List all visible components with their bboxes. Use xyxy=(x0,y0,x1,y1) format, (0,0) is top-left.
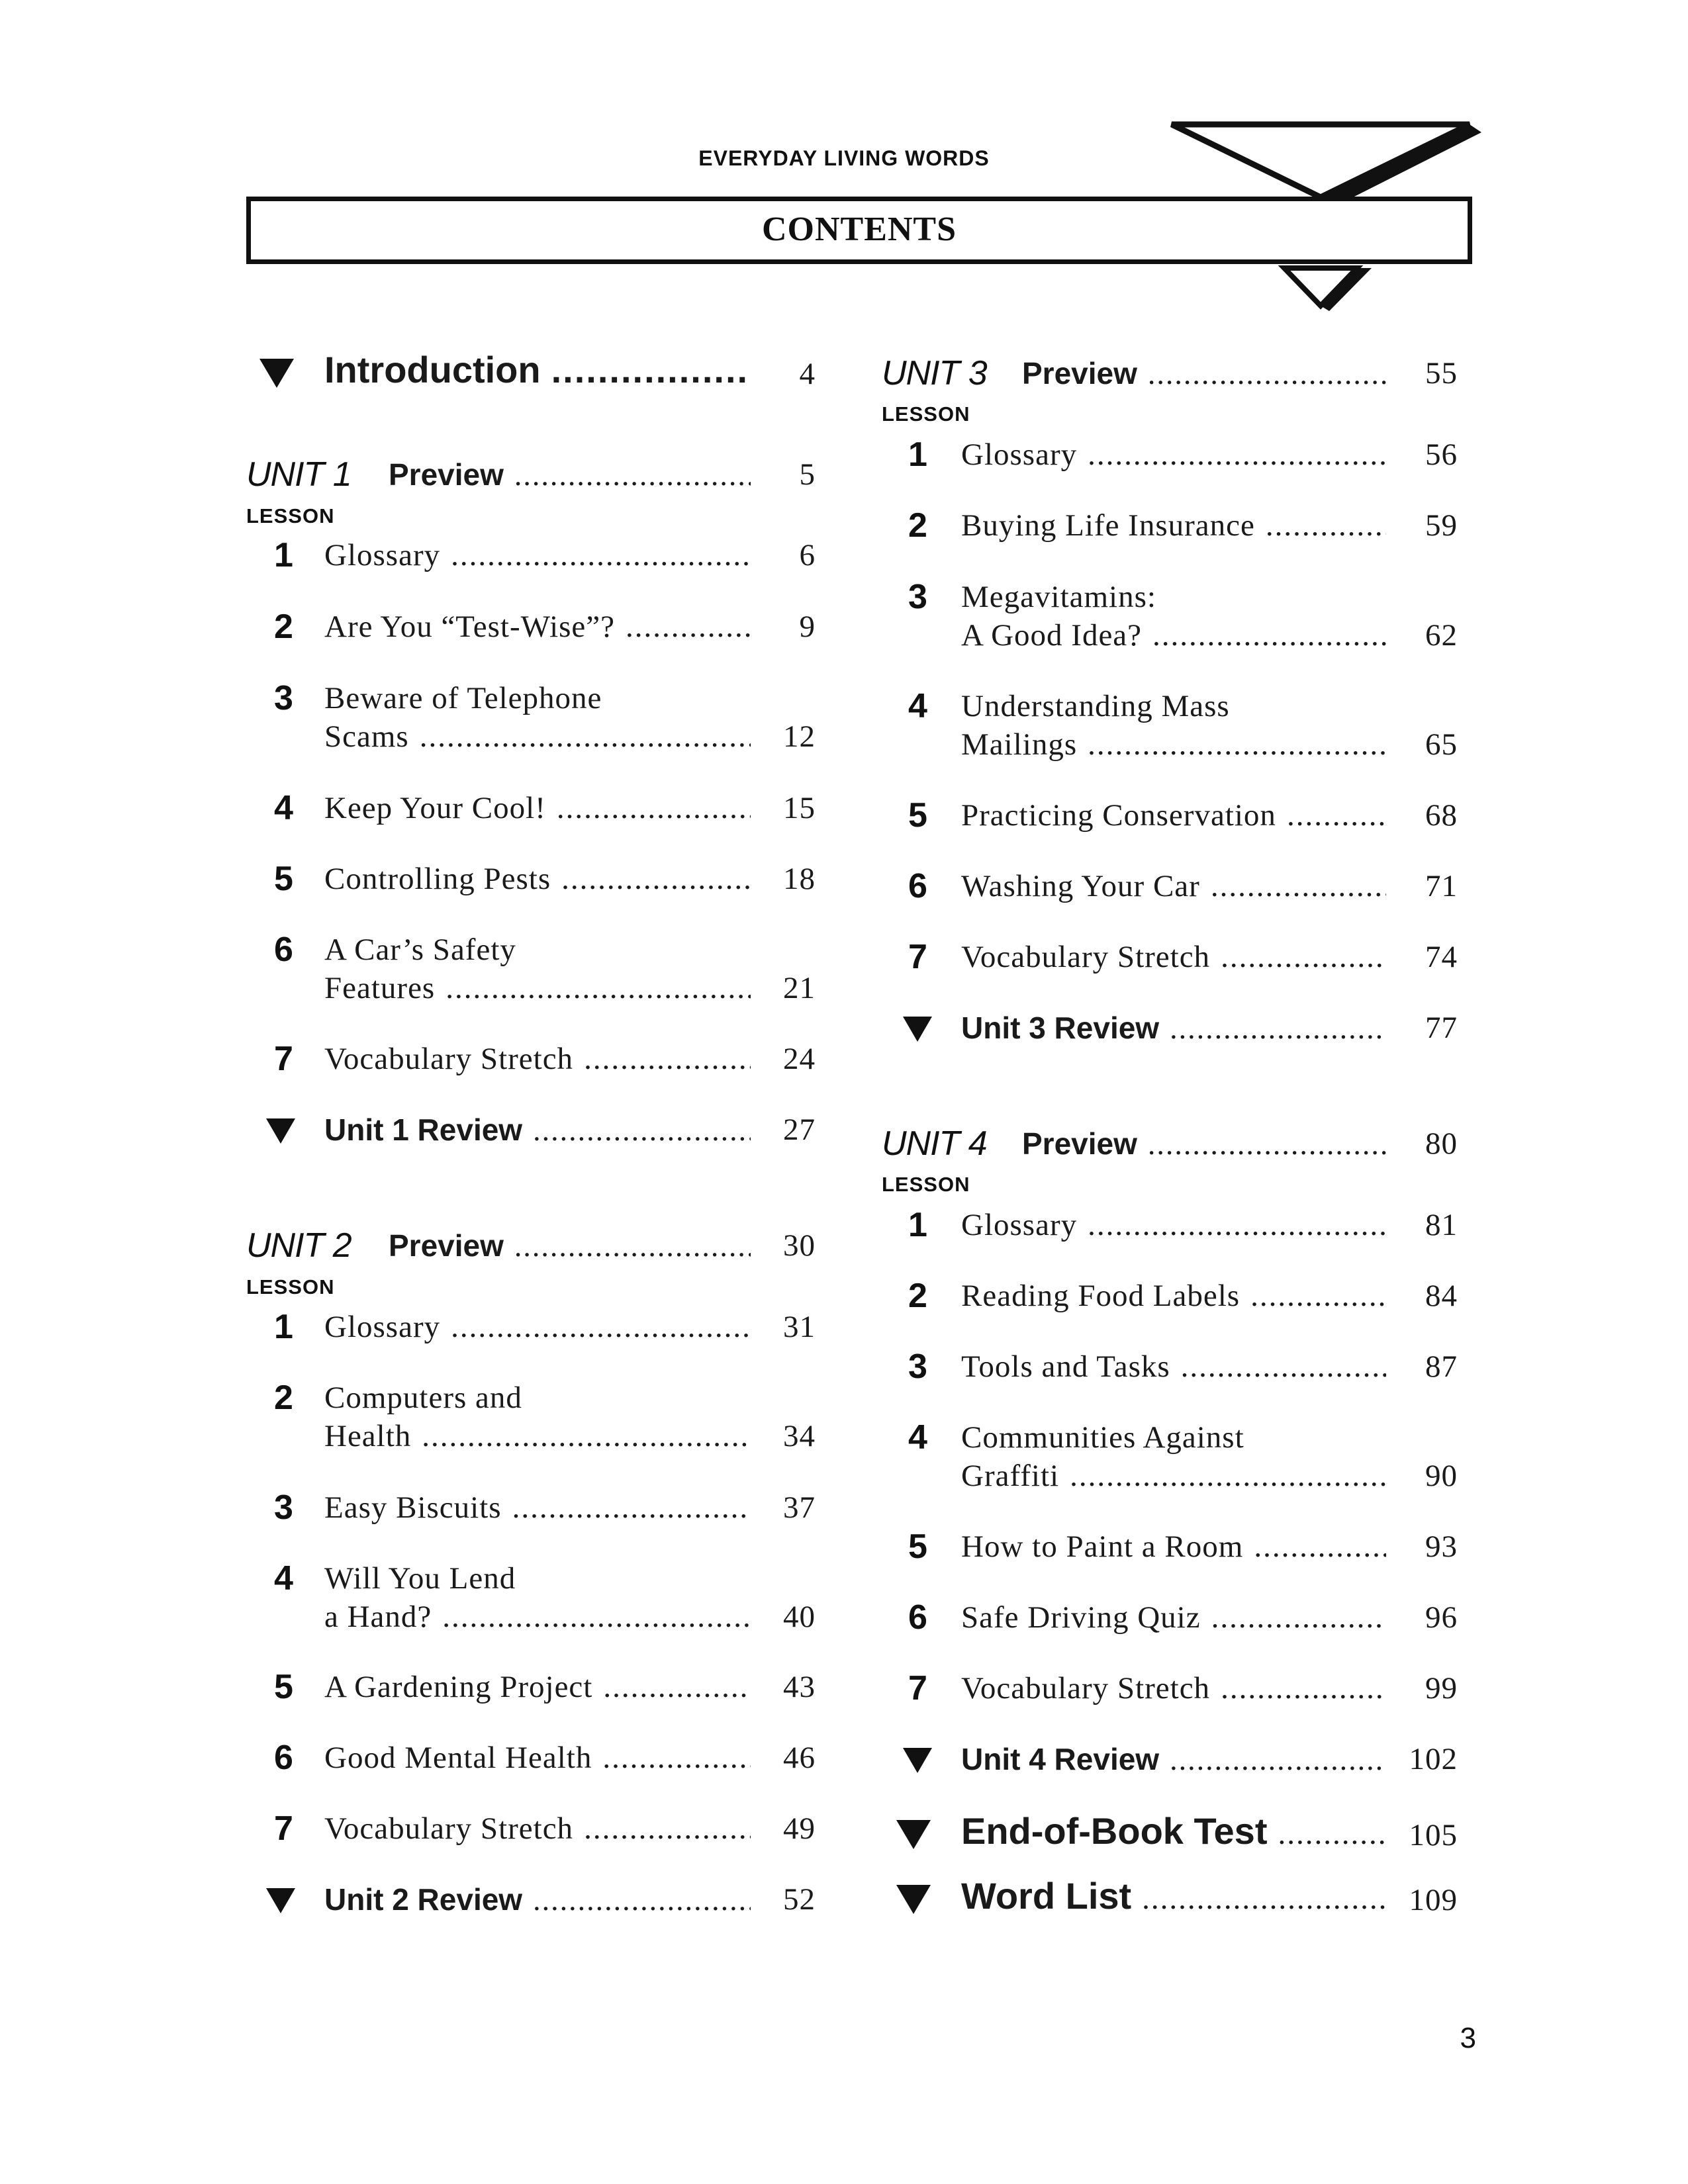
unit1-preview-page: 5 xyxy=(799,457,816,492)
lesson-number: 3 xyxy=(908,1347,927,1386)
leader-dots xyxy=(442,1598,751,1636)
lesson-number: 2 xyxy=(274,608,293,646)
unit1-name: UNIT 1 xyxy=(246,455,352,494)
lesson-page: 15 xyxy=(783,791,816,825)
unit4-preview[interactable] xyxy=(882,1124,1477,1170)
lesson-title: Glossary xyxy=(961,437,1078,472)
lesson-page: 90 xyxy=(1425,1459,1458,1493)
toc-word-list[interactable] xyxy=(882,1877,1477,1923)
triangle-bullet-icon xyxy=(903,1017,932,1042)
unit2-preview-page: 30 xyxy=(783,1228,816,1263)
leader-dots xyxy=(584,1040,751,1078)
unit1-review[interactable] xyxy=(246,1111,835,1157)
lesson-title: Glossary xyxy=(324,1310,441,1344)
lesson-title: Buying Life Insurance xyxy=(961,508,1255,543)
leader-dots xyxy=(1152,616,1386,655)
lesson-page: 81 xyxy=(1425,1208,1458,1242)
unit4-lesson-label: LESSON xyxy=(882,1173,970,1196)
lesson-number: 2 xyxy=(274,1379,293,1417)
leader-dots xyxy=(1088,435,1386,474)
lesson-number: 7 xyxy=(908,938,927,976)
lesson-title: Controlling Pests xyxy=(324,862,551,896)
unit2-review[interactable] xyxy=(246,1880,835,1927)
lesson-number: 3 xyxy=(274,679,293,717)
lesson-title-line2: Scams xyxy=(324,719,409,754)
leader-dots xyxy=(451,1308,751,1346)
triangle-bullet-icon xyxy=(259,359,294,388)
lesson-title-line1: Communities Against xyxy=(961,1420,1244,1455)
lesson-number: 1 xyxy=(274,536,293,574)
lesson-title: Washing Your Car xyxy=(961,869,1200,903)
unit3-lesson-4[interactable] xyxy=(882,687,1477,773)
lesson-title-line1: Computers and xyxy=(324,1381,522,1415)
lesson-number: 3 xyxy=(908,578,927,616)
introduction-page: 4 xyxy=(799,357,816,391)
leader-dots xyxy=(584,1809,751,1848)
unit4-preview-label: Preview xyxy=(1022,1126,1137,1161)
leader-dots xyxy=(626,608,751,646)
lesson-title: Vocabulary Stretch xyxy=(961,1671,1211,1706)
unit2-lesson-5[interactable] xyxy=(246,1668,835,1714)
leader-dots xyxy=(1287,796,1386,835)
unit1-lesson-label: LESSON xyxy=(246,504,335,527)
lesson-page: 40 xyxy=(783,1600,816,1634)
unit3-preview-page: 55 xyxy=(1425,356,1458,390)
lesson-number: 1 xyxy=(908,435,927,474)
unit1-lesson-2[interactable] xyxy=(246,608,835,654)
leader-dots xyxy=(602,1739,751,1777)
unit2-lesson-label: LESSON xyxy=(246,1275,335,1298)
leader-dots xyxy=(1148,1124,1386,1164)
leader-dots xyxy=(1088,1206,1386,1244)
leader-dots xyxy=(1250,1277,1386,1315)
leader-dots xyxy=(603,1668,751,1706)
leader-dots xyxy=(1170,1009,1386,1048)
lesson-page: 74 xyxy=(1425,940,1458,974)
unit3-lesson-label: LESSON xyxy=(882,402,970,426)
lesson-title: Good Mental Health xyxy=(324,1741,592,1775)
lesson-number: 1 xyxy=(274,1308,293,1346)
unit1-review-label: Unit 1 Review xyxy=(324,1113,523,1147)
lesson-title-line1: A Car’s Safety xyxy=(324,933,516,967)
lesson-title: Are You “Test-Wise”? xyxy=(324,610,616,644)
lesson-title: Practicing Conservation xyxy=(961,798,1276,833)
triangle-bullet-icon xyxy=(903,1748,932,1773)
unit2-review-page: 52 xyxy=(783,1882,816,1917)
lesson-number: 7 xyxy=(274,1809,293,1848)
lesson-title-line2: Features xyxy=(324,971,436,1005)
unit4-review-label: Unit 4 Review xyxy=(961,1742,1160,1776)
unit3-lesson-3[interactable] xyxy=(882,578,1477,664)
lesson-number: 6 xyxy=(274,931,293,969)
leader-dots xyxy=(1221,1669,1386,1707)
lesson-page: 65 xyxy=(1425,727,1458,762)
unit2-preview-label: Preview xyxy=(389,1228,504,1263)
unit3-name: UNIT 3 xyxy=(882,354,987,392)
lesson-page: 87 xyxy=(1425,1349,1458,1384)
lesson-title: Vocabulary Stretch xyxy=(961,940,1211,974)
lesson-title-line1: Megavitamins: xyxy=(961,580,1156,614)
leader-dots xyxy=(1211,1598,1386,1637)
lesson-title-line2: Graffiti xyxy=(961,1459,1060,1493)
leader-dots xyxy=(514,1226,751,1266)
unit3-lesson-5[interactable] xyxy=(882,796,1477,842)
lesson-page: 99 xyxy=(1425,1671,1458,1706)
lesson-title-line1: Understanding Mass xyxy=(961,689,1230,723)
unit2-name: UNIT 2 xyxy=(246,1226,352,1265)
leader-dots xyxy=(561,860,751,898)
decorative-triangle-icon xyxy=(1158,119,1489,331)
toc-introduction[interactable] xyxy=(246,351,835,397)
lesson-number: 5 xyxy=(908,796,927,835)
unit2-lesson-4[interactable] xyxy=(246,1559,835,1645)
leader-dots xyxy=(1142,1880,1386,1918)
lesson-number: 7 xyxy=(908,1669,927,1707)
lesson-page: 21 xyxy=(783,971,816,1005)
lesson-page: 46 xyxy=(783,1741,816,1775)
unit1-preview-label: Preview xyxy=(389,457,504,492)
lesson-number: 4 xyxy=(908,1418,927,1457)
unit2-review-label: Unit 2 Review xyxy=(324,1882,523,1917)
lesson-title: Reading Food Labels xyxy=(961,1279,1241,1313)
lesson-number: 1 xyxy=(908,1206,927,1244)
unit4-review[interactable] xyxy=(882,1740,1477,1786)
leader-dots xyxy=(551,351,751,389)
lesson-title-line2: Health xyxy=(324,1419,412,1453)
lesson-title: Keep Your Cool! xyxy=(324,791,546,825)
lesson-number: 6 xyxy=(908,1598,927,1637)
lesson-page: 49 xyxy=(783,1811,816,1846)
unit4-lesson-1[interactable] xyxy=(882,1206,1477,1252)
word-list-label: Word List xyxy=(961,1875,1132,1917)
end-test-label: End-of-Book Test xyxy=(961,1810,1268,1852)
lesson-title-line1: Beware of Telephone xyxy=(324,681,602,715)
unit4-lesson-7[interactable] xyxy=(882,1669,1477,1715)
leader-dots xyxy=(1266,506,1386,545)
series-title: EVERYDAY LIVING WORDS xyxy=(698,146,990,170)
lesson-page: 43 xyxy=(783,1670,816,1704)
triangle-bullet-icon xyxy=(266,1118,295,1144)
unit3-lesson-7[interactable] xyxy=(882,938,1477,984)
unit3-preview-label: Preview xyxy=(1022,356,1137,390)
lesson-number: 5 xyxy=(274,1668,293,1706)
lesson-page: 96 xyxy=(1425,1600,1458,1635)
unit3-review[interactable] xyxy=(882,1009,1477,1055)
unit3-lesson-1[interactable] xyxy=(882,435,1477,482)
leader-dots xyxy=(1070,1457,1386,1495)
lesson-number: 4 xyxy=(274,789,293,827)
unit2-lesson-6[interactable] xyxy=(246,1739,835,1785)
leader-dots xyxy=(1211,867,1386,905)
unit2-preview[interactable] xyxy=(246,1226,835,1272)
lesson-number: 5 xyxy=(274,860,293,898)
unit1-lesson-7[interactable] xyxy=(246,1040,835,1086)
lesson-page: 56 xyxy=(1425,437,1458,472)
lesson-page: 6 xyxy=(799,538,816,572)
unit4-lesson-5[interactable] xyxy=(882,1527,1477,1574)
unit4-lesson-4[interactable] xyxy=(882,1418,1477,1504)
leader-dots xyxy=(1088,725,1386,764)
introduction-label: Introduction xyxy=(324,349,541,390)
end-test-page: 105 xyxy=(1409,1818,1458,1852)
unit1-lesson-4[interactable] xyxy=(246,789,835,835)
lesson-title-line2: A Good Idea? xyxy=(961,618,1143,653)
lesson-title: Vocabulary Stretch xyxy=(324,1811,574,1846)
leader-dots xyxy=(557,789,751,827)
unit3-review-page: 77 xyxy=(1425,1011,1458,1045)
lesson-title: How to Paint a Room xyxy=(961,1529,1244,1564)
leader-dots xyxy=(533,1111,751,1150)
lesson-title: Tools and Tasks xyxy=(961,1349,1170,1384)
lesson-title-line2: Mailings xyxy=(961,727,1078,762)
unit4-lesson-2[interactable] xyxy=(882,1277,1477,1323)
leader-dots xyxy=(533,1881,751,1919)
lesson-number: 3 xyxy=(274,1488,293,1527)
triangle-bullet-icon xyxy=(896,1885,931,1914)
unit2-lesson-7[interactable] xyxy=(246,1809,835,1856)
triangle-bullet-icon xyxy=(896,1820,931,1849)
unit4-review-page: 102 xyxy=(1409,1742,1458,1776)
unit1-review-page: 27 xyxy=(783,1113,816,1147)
lesson-page: 18 xyxy=(783,862,816,896)
leader-dots xyxy=(512,1488,751,1527)
lesson-page: 62 xyxy=(1425,618,1458,653)
lesson-title: Safe Driving Quiz xyxy=(961,1600,1201,1635)
lesson-title: Vocabulary Stretch xyxy=(324,1042,574,1076)
leader-dots xyxy=(1254,1527,1386,1566)
leader-dots xyxy=(1181,1347,1386,1386)
lesson-page: 68 xyxy=(1425,798,1458,833)
unit2-lesson-3[interactable] xyxy=(246,1488,835,1535)
unit3-lesson-2[interactable] xyxy=(882,506,1477,553)
lesson-number: 2 xyxy=(908,506,927,545)
lesson-title: Glossary xyxy=(324,538,441,572)
lesson-number: 4 xyxy=(908,687,927,725)
lesson-title: A Gardening Project xyxy=(324,1670,593,1704)
lesson-page: 93 xyxy=(1425,1529,1458,1564)
toc-end-of-book-test[interactable] xyxy=(882,1812,1477,1858)
lesson-title-line2: a Hand? xyxy=(324,1600,432,1634)
lesson-title: Glossary xyxy=(961,1208,1078,1242)
leader-dots xyxy=(1170,1741,1386,1779)
lesson-page: 12 xyxy=(783,719,816,754)
lesson-number: 4 xyxy=(274,1559,293,1598)
lesson-page: 84 xyxy=(1425,1279,1458,1313)
word-list-page: 109 xyxy=(1409,1883,1458,1917)
unit3-review-label: Unit 3 Review xyxy=(961,1011,1160,1045)
lesson-title-line1: Will You Lend xyxy=(324,1561,516,1596)
unit1-lesson-6[interactable] xyxy=(246,931,835,1017)
lesson-number: 6 xyxy=(908,867,927,905)
leader-dots xyxy=(420,717,751,756)
leader-dots xyxy=(514,455,751,495)
leader-dots xyxy=(1278,1815,1386,1853)
unit1-lesson-1[interactable] xyxy=(246,536,835,582)
leader-dots xyxy=(422,1417,751,1455)
unit4-name: UNIT 4 xyxy=(882,1124,987,1163)
lesson-page: 9 xyxy=(799,610,816,644)
lesson-page: 59 xyxy=(1425,508,1458,543)
unit3-lesson-6[interactable] xyxy=(882,867,1477,913)
unit1-preview[interactable] xyxy=(246,455,835,501)
lesson-number: 2 xyxy=(908,1277,927,1315)
leader-dots xyxy=(1148,354,1386,394)
triangle-bullet-icon xyxy=(266,1888,295,1913)
unit4-lesson-3[interactable] xyxy=(882,1347,1477,1394)
lesson-page: 24 xyxy=(783,1042,816,1076)
page-number: 3 xyxy=(1460,2022,1476,2054)
lesson-number: 5 xyxy=(908,1527,927,1566)
unit3-preview[interactable] xyxy=(882,353,1477,400)
unit2-lesson-2[interactable] xyxy=(246,1379,835,1465)
lesson-page: 34 xyxy=(783,1419,816,1453)
lesson-page: 71 xyxy=(1425,869,1458,903)
lesson-number: 7 xyxy=(274,1040,293,1078)
leader-dots xyxy=(445,969,751,1007)
unit1-lesson-3[interactable] xyxy=(246,679,835,765)
lesson-title: Easy Biscuits xyxy=(324,1490,502,1525)
lesson-number: 6 xyxy=(274,1739,293,1777)
contents-title: CONTENTS xyxy=(761,210,957,248)
unit1-lesson-5[interactable] xyxy=(246,860,835,906)
lesson-page: 37 xyxy=(783,1490,816,1525)
leader-dots xyxy=(451,536,751,574)
lesson-page: 31 xyxy=(783,1310,816,1344)
leader-dots xyxy=(1221,938,1386,976)
unit4-lesson-6[interactable] xyxy=(882,1598,1477,1645)
unit2-lesson-1[interactable] xyxy=(246,1308,835,1354)
unit4-preview-page: 80 xyxy=(1425,1126,1458,1161)
